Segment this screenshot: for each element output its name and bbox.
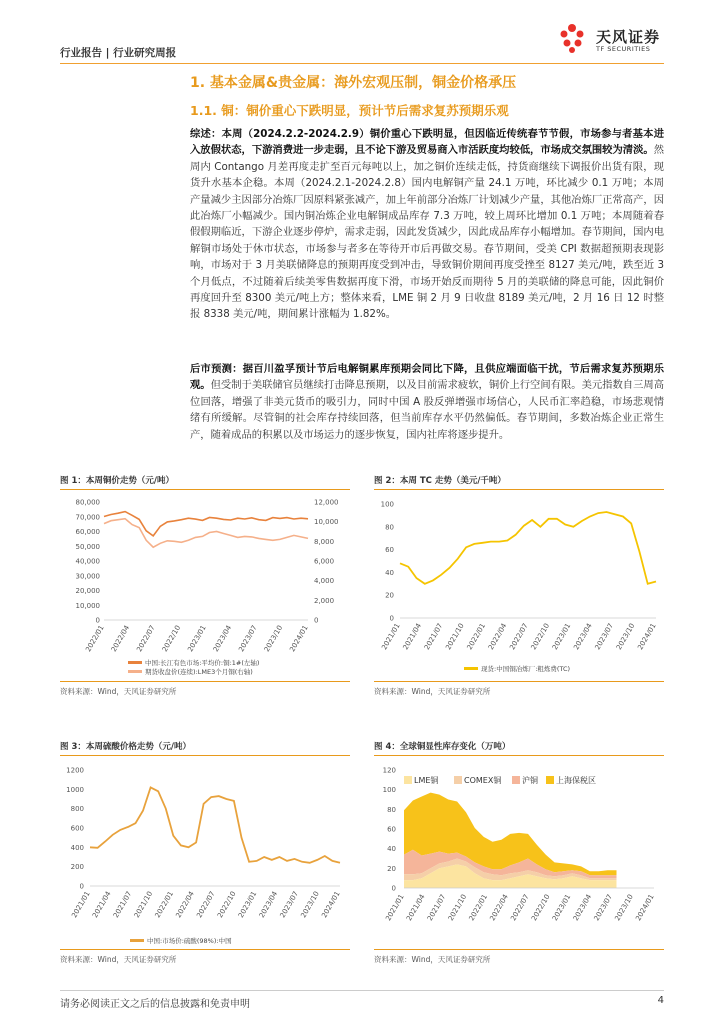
legend-item-0-label: 中国:市场价:硫酸(98%):中国 — [147, 937, 232, 945]
x-tick-label: 2023/10 — [613, 893, 635, 923]
company-logo — [554, 20, 664, 58]
x-tick-label: 2021/07 — [425, 893, 448, 923]
figure-3-chart — [60, 756, 350, 951]
series-line-0 — [400, 512, 656, 584]
legend-item-0-label: 中国:长江有色市场:平均价:铜:1#(左轴) — [145, 659, 260, 667]
y-tick-label: 80 — [385, 523, 394, 532]
report-header — [60, 28, 664, 62]
y-tick-label: 40,000 — [75, 557, 100, 566]
legend-label-1: COMEX铜 — [464, 776, 502, 785]
y-tick-label: 200 — [70, 863, 84, 872]
x-tick-label: 2023/04 — [211, 624, 234, 654]
y-tick-label: 60,000 — [75, 528, 100, 536]
legend-swatch-2 — [512, 776, 520, 784]
x-tick-label: 2023/10 — [299, 890, 321, 920]
x-tick-label: 2022/07 — [135, 624, 157, 654]
y-tick-label: 12,000 — [314, 498, 339, 507]
y-tick-label: 800 — [70, 805, 84, 814]
legend-item-0-swatch — [130, 939, 144, 942]
x-tick-label: 2021/10 — [446, 893, 469, 923]
x-tick-label: 2022/07 — [195, 890, 217, 920]
legend-item-0-label: 现货:中国铜冶炼厂:粗炼费(TC) — [481, 665, 571, 673]
x-tick-label: 2021/01 — [380, 622, 402, 652]
x-tick-label: 2022/07 — [508, 622, 530, 652]
y-tick-label: 0 — [389, 614, 394, 623]
x-tick-label: 2021/04 — [91, 890, 113, 920]
outlook-bold: 后市预测：据百川盈孚预计节后电解铜累库预期会同比下降，且供应端面临干扰，节后需求复苏预期乐观。 — [190, 363, 664, 392]
legend-swatch-3 — [546, 776, 554, 784]
footer-divider — [60, 990, 664, 991]
figure-3-title: 图 3：本周硫酸价格走势（元/吨） — [60, 742, 191, 752]
figure-1-source: 资料来源：Wind，天风证券研究所 — [60, 687, 177, 696]
figure-2-title: 图 2：本周 TC 走势（美元/千吨） — [374, 476, 506, 486]
legend-label-3: 上海保税区 — [556, 776, 596, 785]
header-divider — [60, 63, 664, 64]
x-tick-label: 2023/04 — [571, 893, 594, 923]
legend-item-0-swatch — [464, 667, 478, 670]
logo-text-cn: 天风证券 — [596, 28, 661, 46]
summary-paragraph — [190, 126, 664, 323]
figure-2 — [374, 474, 664, 704]
x-tick-label: 2023/01 — [550, 622, 573, 652]
x-tick-label: 2022/10 — [529, 622, 552, 652]
y-tick-label: 20 — [387, 864, 396, 873]
figure-1 — [60, 474, 350, 704]
y-tick-label: 0 — [391, 884, 396, 893]
x-tick-label: 2021/04 — [401, 622, 424, 652]
x-tick-label: 2023/10 — [262, 624, 285, 654]
x-tick-label: 2021/10 — [132, 890, 155, 920]
x-tick-label: 2023/10 — [614, 622, 637, 652]
outlook-paragraph — [190, 361, 664, 443]
x-tick-label: 2022/04 — [488, 893, 510, 923]
x-tick-label: 2021/07 — [422, 622, 445, 652]
y-tick-label: 100 — [380, 500, 394, 509]
y-tick-label: 6,000 — [314, 557, 335, 566]
y-tick-label: 50,000 — [75, 542, 100, 551]
x-tick-label: 2024/01 — [634, 893, 656, 923]
y-tick-label: 40 — [385, 568, 394, 577]
x-tick-label: 2022/10 — [530, 893, 552, 923]
section-heading: 1. 基本金属&贵金属：海外宏观压制，铜金价格承压 — [190, 75, 517, 91]
y-tick-label: 10,000 — [75, 601, 100, 610]
x-tick-label: 2023/07 — [592, 893, 615, 923]
x-tick-label: 2021/04 — [405, 893, 427, 923]
y-tick-label: 20 — [385, 591, 394, 600]
x-tick-label: 2022/01 — [467, 893, 490, 923]
series-line-1 — [104, 519, 308, 548]
y-tick-label: 1000 — [66, 785, 84, 794]
x-tick-label: 2022/04 — [486, 622, 509, 652]
x-tick-label: 2023/04 — [257, 890, 280, 920]
figure-1-bottom-rule — [60, 681, 350, 682]
figure-1-chart — [60, 490, 350, 680]
legend-swatch-0 — [404, 776, 412, 784]
page-number: 4 — [657, 995, 664, 1006]
x-tick-label: 2023/01 — [550, 893, 573, 923]
x-tick-label: 2021/07 — [111, 890, 134, 920]
x-tick-label: 2023/07 — [237, 624, 259, 654]
y-tick-label: 8,000 — [314, 537, 335, 546]
figure-2-bottom-rule — [374, 681, 664, 682]
figure-4-chart — [374, 756, 664, 951]
x-tick-label: 2023/04 — [572, 622, 594, 652]
y-tick-label: 20,000 — [75, 587, 100, 595]
y-tick-label: 80,000 — [75, 498, 100, 507]
legend-label-0: LME铜 — [414, 776, 439, 785]
x-tick-label: 2022/10 — [160, 624, 183, 654]
x-tick-label: 2021/01 — [384, 893, 406, 923]
figure-4-title: 图 4：全球铜显性库存变化（万吨） — [374, 742, 511, 752]
figure-2-source: 资料来源：Wind，天风证券研究所 — [374, 687, 491, 696]
figure-4-bottom-rule — [374, 949, 664, 950]
y-tick-label: 0 — [95, 616, 100, 625]
series-line-0 — [104, 512, 308, 536]
y-tick-label: 80 — [387, 805, 396, 814]
x-tick-label: 2023/07 — [278, 890, 301, 920]
figure-3 — [60, 740, 350, 970]
legend-item-0-swatch — [128, 661, 142, 664]
x-tick-label: 2024/01 — [320, 890, 342, 920]
summary-bold: 本周（2024.2.2-2024.2.9）铜价重心下跌明显，但因临近传统春节节假，市场参与者基本进入放假状态，下游消费进一步走弱，且不论下游及贸易商入市活跃度均较低，市场成交氛围较为清淡。 — [190, 128, 664, 157]
x-tick-label: 2021/01 — [70, 890, 92, 920]
y-tick-label: 400 — [70, 843, 84, 852]
y-tick-label: 120 — [382, 766, 396, 775]
series-line-0 — [90, 787, 340, 862]
figure-1-title: 图 1：本周铜价走势（元/吨） — [60, 476, 174, 486]
y-tick-label: 100 — [382, 786, 396, 795]
y-tick-label: 4,000 — [314, 577, 335, 586]
y-tick-label: 2,000 — [314, 596, 335, 605]
legend-item-1-label: 期货收盘价(连续):LME3个月铜(右轴) — [145, 668, 253, 676]
y-tick-label: 1200 — [66, 766, 84, 775]
x-tick-label: 2022/10 — [216, 890, 238, 920]
y-tick-label: 70,000 — [75, 513, 100, 522]
x-tick-label: 2022/04 — [109, 624, 132, 654]
y-tick-label: 0 — [314, 616, 319, 625]
y-tick-label: 40 — [387, 845, 396, 854]
legend-item-1-swatch — [128, 670, 142, 673]
summary-lead: 综述： — [190, 128, 222, 140]
legend-label-2: 沪铜 — [522, 776, 538, 785]
x-tick-label: 2023/07 — [593, 622, 616, 652]
figure-3-bottom-rule — [60, 949, 350, 950]
x-tick-label: 2021/10 — [444, 622, 466, 652]
x-tick-label: 2022/01 — [465, 622, 488, 652]
y-tick-label: 30,000 — [75, 572, 100, 581]
y-tick-label: 10,000 — [314, 518, 339, 527]
figure-3-source: 资料来源：Wind，天风证券研究所 — [60, 955, 177, 964]
y-tick-label: 60 — [387, 825, 396, 834]
y-tick-label: 0 — [79, 882, 84, 891]
figure-4-source: 资料来源：Wind，天风证券研究所 — [374, 955, 491, 964]
figure-4 — [374, 740, 664, 970]
outlook-body: 但受制于美联储官员继续打击降息预期，以及目前需求疲软，铜价上行空间有限。美元指数自三周高位回落，增强了非美元货币的吸引力，同时中国 A 股反弹增强市场信心，人民币汇率趋稳，市场悲观情绪有所缓解。尽管铜的社会库存持续回落，但当前库存水平仍然偏低。春节期间，多数冶炼企业正常生产，随着成品的积累以及市场运力的逐步恢复，国内社库将逐步提升。 — [190, 379, 664, 441]
logo-text-en: TF SECURITIES — [596, 45, 651, 53]
summary-body: 然周内 Contango 月差再度走扩至百元每吨以上，加之铜价连续走低，持货商继续下调报价出货有限，现货升水基本企稳。本周（2024.2.1-2024.2.8）国内电解铜产量 24.1 万吨，环比减少 0.1 万吨；本周产量减少主因部分冶炼厂因原料紧张减产，加上年前部分冶炼厂计划减少产量，其他冶炼厂正常高产，因此冶炼厂小幅减少。国内铜冶炼企业电解铜成品库存 7.3 万吨，较上周环比增加 0.1 万吨；本周随着春假假期临近，下游企业逐步停炉，需求走弱，因此发货减少，因此成品库存小幅增加。春节期间，国内电解铜市场处于休市状态，市场参与者多在等待开市后再做交易。春节期间，受美 CPI 数据超预期表现影响，市场对于 3 月美联储降息的预期再度受到冲击，导致铜价期间再度受挫至 8127 美元/吨，跌至近 3 个月低点，不过随着后续美零售数据再度下滑，市场开始反而期待 5 月的美联储的降息可能，因此铜价再度回升至 8300 美元/吨上方；整体来看，LME 铜 2 月 9 日收盘 8189 美元/吨，2 月 16 日 12 时整报 8338 美元/吨，期间累计涨幅为 1.82%。 — [190, 144, 664, 321]
figure-2-chart — [374, 490, 664, 680]
x-tick-label: 2023/01 — [236, 890, 259, 920]
x-tick-label: 2023/01 — [186, 624, 208, 654]
x-tick-label: 2022/01 — [84, 624, 106, 654]
y-tick-label: 600 — [70, 824, 84, 833]
legend-swatch-1 — [454, 776, 462, 784]
subsection-heading: 1.1. 铜：铜价重心下跌明显，预计节后需求复苏预期乐观 — [190, 103, 509, 118]
logo-icon — [554, 20, 594, 58]
y-tick-label: 60 — [385, 546, 394, 555]
footer-disclaimer: 请务必阅读正文之后的信息披露和免责申明 — [60, 999, 250, 1010]
x-tick-label: 2024/01 — [288, 624, 310, 654]
x-tick-label: 2024/01 — [636, 622, 658, 652]
header-label: 行业报告 | 行业研究周报 — [60, 47, 177, 59]
x-tick-label: 2022/04 — [174, 890, 196, 920]
x-tick-label: 2022/01 — [153, 890, 176, 920]
x-tick-label: 2022/07 — [509, 893, 531, 923]
